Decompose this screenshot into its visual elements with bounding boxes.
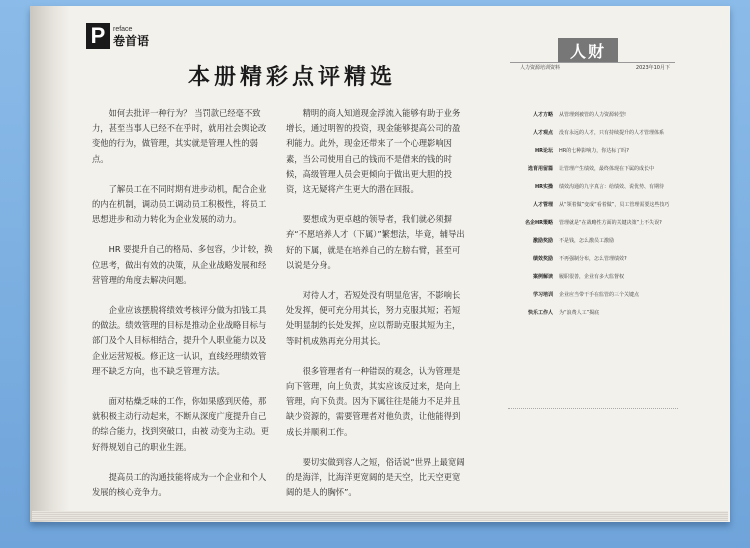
toc-label: 选育用留篇: [527, 166, 553, 172]
preface-text: [113, 26, 149, 47]
toc-label: 激励奖励: [532, 238, 553, 244]
toc-label: 名企HR策略: [524, 220, 553, 226]
divider: [510, 62, 675, 63]
toc-text: 从管理到被管的人力资源转型!: [559, 112, 627, 118]
text-column-right: [286, 106, 468, 515]
toc-text: 从“领着做”变成“看着做”，员工管理需要这些技巧: [559, 202, 670, 208]
toc-label: 人才观点: [532, 130, 553, 136]
paragraph: 提高员工的沟通技能将成为一个企业和个人发展的核心竞争力。: [92, 471, 267, 498]
toc-text: 不再强制分布，怎么管理绩效?: [559, 256, 627, 262]
toc-item: [496, 166, 676, 184]
preface-tag: [86, 22, 149, 50]
toc-text: HR的七种影响力，你达标了吗?: [559, 148, 629, 154]
paragraph: 很多管理者有一种错误的观念，认为管理是向下管理，向上负责，其实应该反过来，是向上管理，向下负责。因为下属往往是能力不足并且缺少资源的，需要管理者对他负责，让他能得到成长并顺利工作。: [286, 365, 461, 437]
issue-date: 2023年10月下: [635, 65, 670, 71]
paragraph: 如何去批评一种行为？ 当罚款已经毫不致力，甚至当事人已经不在乎时，就用社会舆论改变他的行为，做管理，其实就是管理人性的弱点。: [92, 108, 267, 164]
toc-text: 履职很善，企业有多大监督权: [559, 274, 625, 280]
toc-text: 不是钱，怎么激员工激励: [559, 238, 615, 244]
toc-label: HR论坛: [534, 148, 553, 154]
toc-item: [496, 310, 676, 328]
toc-text: 为“浪费人工”揭底: [559, 310, 600, 316]
paragraph: 要想成为更卓越的领导者，我们就必须摒弃“不愿培养人才（下属）”繁想法，毕竟，辅导出好的下属，就是在培养自己的左膀右臂，甚至可以说是分身。: [286, 214, 465, 270]
preface-en: reface: [113, 25, 133, 33]
toc-label: 案例解读: [532, 274, 553, 280]
toc-text: 管理就是“在战略性方面的关键决策”上不失误?: [559, 220, 662, 226]
text-column-left: [92, 106, 274, 515]
paragraph: HR 要提升自己的格局、多包容，少计较，换位思考，做出有效的决策，从企业战略发展和经营管理的角度去解决问题。: [92, 244, 273, 285]
toc-label: 人才方略: [532, 112, 553, 118]
table-of-contents: [496, 112, 676, 328]
toc-item: [496, 130, 676, 148]
paragraph: 对待人才，若短处没有明显危害，不影响长处发挥，便可充分用其长，努力克服其短；若短处明显制约长处发挥，应以帮助克服其短为主，等时机成熟再充分用其长。: [286, 290, 461, 346]
toc-item: [496, 238, 676, 256]
page-title: 本册精彩点评精选: [188, 64, 397, 90]
preface-cn: 卷首语: [113, 33, 150, 48]
toc-item: [496, 112, 676, 130]
magazine-info: [520, 64, 670, 71]
toc-label: 人才管理: [532, 202, 553, 208]
preface-letter: P: [86, 23, 110, 49]
toc-item: [496, 202, 676, 220]
toc-divider: [508, 408, 678, 410]
toc-item: [496, 274, 676, 292]
paragraph: 了解员工在不同时期有进步动机，配合企业的内在机制，调动员工调动员工积极性，将员工思想进步和动力转化为企业发展的动力。: [92, 183, 267, 225]
toc-label: 学习培训: [532, 292, 553, 298]
toc-label: 绩效奖励: [532, 256, 553, 262]
paragraph: 面对枯燥乏味的工作，你如果感到厌倦，那就积极主动行动起来，不断从深度广度提升自己的综合能力，找到突破口，由被 动变为主动。更好得规划自己的职业生涯。: [92, 396, 269, 452]
toc-item: [496, 292, 676, 310]
toc-text: 企业应当带干手在监管的三个关键点: [559, 292, 640, 298]
toc-label: HR实操: [534, 184, 553, 190]
toc-text: 让管理产生绩效，最终体现在下属的成长中: [559, 166, 655, 172]
toc-text: 绩效沟通的九字真言：给绩效、说优势、有期待: [559, 184, 665, 190]
toc-text: 没有永远的人才，只有持续提升的人才管理体系: [559, 130, 665, 136]
toc-item: [496, 148, 676, 166]
paragraph: 精明的商人知道现金浮流入能够有助于业务增长，通过明智的投资，现金能够提高公司的盈利能力。此外，现金还带来了一个心理影响因素，当公司使用自己的钱而不是借来的钱的时候，高级管理人员会更倾向于做出更大胆的投资，这无疑将产生更大的潜在回报。: [286, 108, 461, 195]
spine-shadow: [30, 6, 70, 522]
magazine-logo: 人财: [558, 38, 618, 62]
toc-label: 快乐工作人: [527, 310, 553, 316]
toc-item: [496, 184, 676, 202]
paragraph: 要切实做到容人之短，俗话说“世界上最宽阔的是海洋，比海洋更宽阔的是天空，比天空更宽阔的是人的胸怀”。: [286, 456, 465, 498]
publisher: 人力资源培训资料: [520, 65, 561, 71]
toc-item: [496, 256, 676, 274]
toc-item: [496, 220, 676, 238]
paragraph: 企业应该摆脱将绩效考核评分做为扣钱工具的做法。绩效管理的目标是推动企业战略目标与部门及个人目标相结合，提升个人职业能力以及企业运营短板。修正这一认识，直线经理绩效管理不缺乏方向，也不缺乏管理方法。: [92, 305, 267, 376]
